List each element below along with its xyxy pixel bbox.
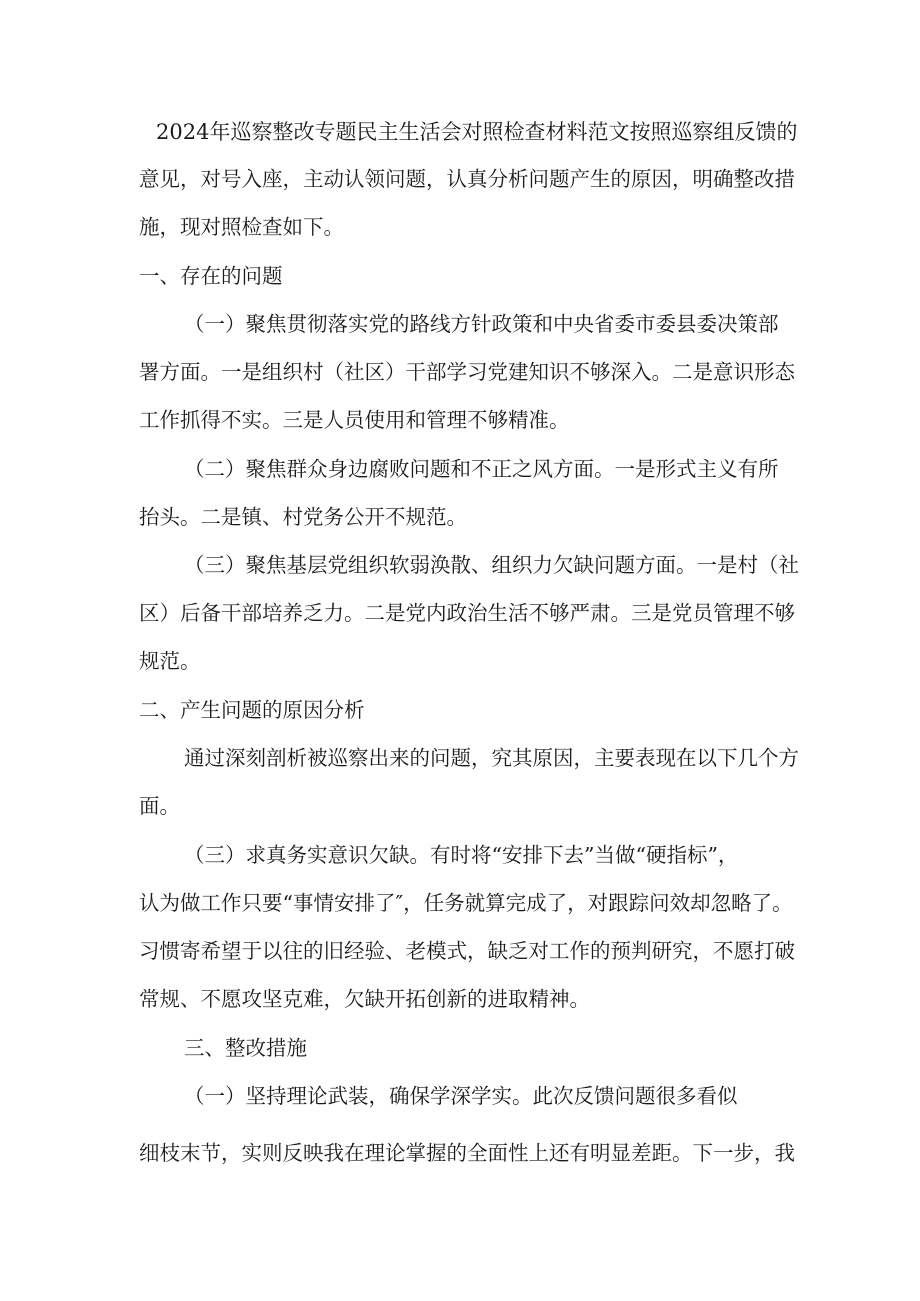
paragraph-line: 抬头。二是镇、村党务公开不规范。: [139, 505, 467, 529]
title-line: 2024年巡察整改专题民主生活会对照检查材料范文按照巡察组反馈的: [156, 120, 798, 144]
paragraph-line: 面。: [139, 794, 180, 818]
paragraph-line: 施，现对照检查如下。: [139, 215, 344, 239]
paragraph-line: 意见，对号入座，主动认领问题，认真分析问题产生的原因，明确整改措: [139, 167, 795, 191]
section-heading: 三、整改措施: [184, 1036, 307, 1060]
paragraph-line: （一）坚持理论武装，确保学深学实。此次反馈问题很多看似: [184, 1084, 738, 1108]
section-heading: 二、产生问题的原因分析: [139, 698, 365, 722]
paragraph-line: 规范。: [139, 649, 201, 673]
paragraph-line: （二）聚焦群众身边腐败问题和不正之风方面。一是形式主义有所: [184, 457, 779, 481]
paragraph-line: （一）聚焦贯彻落实党的路线方针政策和中央省委市委县委决策部: [184, 312, 779, 336]
paragraph-line: 细枝末节，实则反映我在理论掌握的全面性上还有明显差距。下一步，我: [139, 1141, 795, 1165]
paragraph-line: （三）求真务实意识欠缺。有时将“安排下去”当做“硬指标”，: [184, 843, 739, 867]
paragraph-line: （三）聚焦基层党组织软弱涣散、组织力欠缺问题方面。一是村（社: [184, 553, 799, 577]
paragraph-line: 认为做工作只要“事情安排了″，任务就算完成了，对跟踪问效却忽略了。: [139, 891, 793, 915]
section-heading: 一、存在的问题: [139, 264, 283, 288]
paragraph-line: 区）后备干部培养乏力。二是党内政治生活不够严肃。三是党员管理不够: [139, 601, 795, 625]
paragraph-line: 署方面。一是组织村（社区）干部学习党建知识不够深入。二是意识形态: [139, 360, 795, 384]
paragraph-line: 工作抓得不实。三是人员使用和管理不够精准。: [139, 408, 570, 432]
paragraph-line: 常规、不愿攻坚克难，欠缺开拓创新的进取精神。: [139, 987, 590, 1011]
paragraph-line: 通过深刻剖析被巡察出来的问题，究其原因，主要表现在以下几个方: [184, 746, 799, 770]
paragraph-line: 习惯寄希望于以往的旧经验、老模式，缺乏对工作的预判研究，不愿打破: [139, 939, 795, 963]
